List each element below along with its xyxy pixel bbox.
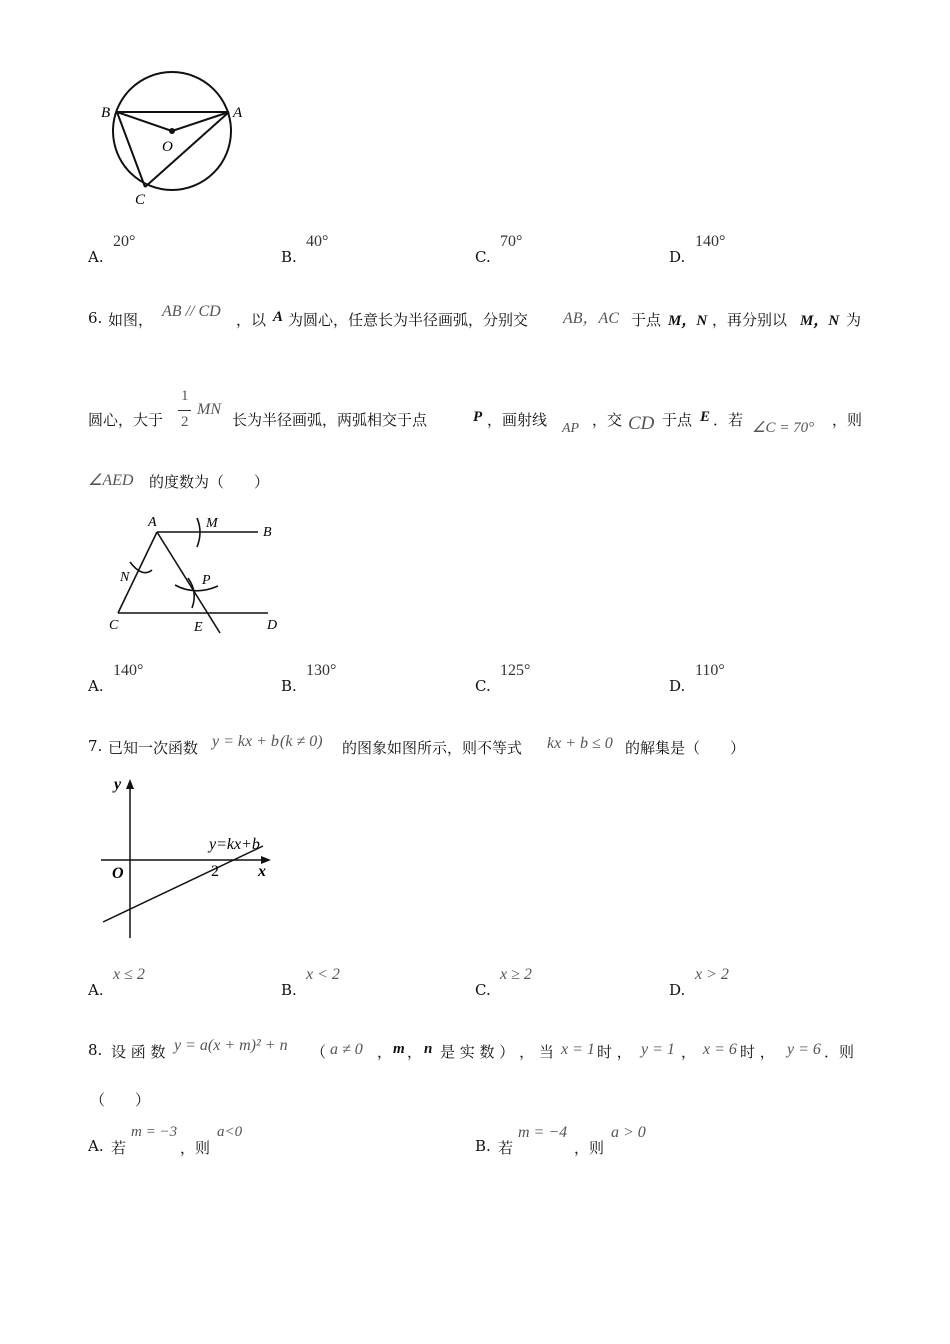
q8-t9: ．则: [824, 1043, 855, 1061]
label-m: M: [206, 516, 218, 531]
q6-option-c-letter[interactable]: C.: [475, 677, 491, 695]
q6-l3-t1: 的度数为（ ）: [149, 473, 270, 491]
q6-l2-t2: 长为半径画弧，两弧相交于点: [232, 411, 428, 429]
q6-l1-t4: 于点: [631, 311, 662, 329]
q6-option-a-letter[interactable]: A.: [88, 677, 104, 695]
q6-l1-ab-parallel-cd: AB // CD: [162, 303, 221, 320]
q8-option-a-m: m = −3: [131, 1124, 178, 1140]
q7-graph-figure: [95, 770, 285, 945]
q8-t1: 设 函 数: [111, 1043, 166, 1061]
label-origin: O: [112, 865, 124, 882]
q6-option-d-value: 110°: [695, 662, 725, 679]
label-line-eq: y=kx+b: [209, 836, 260, 853]
q6-l2-t7: ，则: [832, 411, 863, 429]
q8-option-a-letter[interactable]: A.: [88, 1137, 104, 1155]
q8-x-eq-6: x = 6: [703, 1041, 737, 1058]
q6-l1-t6: 为: [846, 311, 862, 329]
segment-bo: [117, 112, 172, 131]
y-axis-arrow: [126, 779, 134, 789]
q7-t1: 已知一次函数: [108, 739, 199, 757]
q5-circle-figure: [95, 60, 265, 210]
q7-option-c-letter[interactable]: C.: [475, 981, 491, 999]
q6-l2-frac-den: 2: [181, 414, 189, 430]
q6-option-b-letter[interactable]: B.: [281, 677, 297, 695]
q7-function: y = kx + b: [212, 733, 279, 750]
q6-construction-figure: [100, 510, 300, 640]
label-x: x: [258, 863, 266, 880]
q7-number: 7.: [88, 737, 103, 755]
label-o: O: [162, 139, 173, 155]
q6-l2-t4: ，交: [592, 411, 623, 429]
q6-option-a-value: 140°: [113, 662, 144, 679]
q7-option-a-value: x ≤ 2: [113, 966, 145, 983]
q5-option-d-value: 140°: [695, 233, 726, 250]
q6-l1-t5: ，再分别以: [712, 311, 788, 329]
q6-l2-frac-num: 1: [181, 388, 189, 404]
q8-t2: （: [311, 1043, 327, 1061]
q7-option-d-letter[interactable]: D.: [669, 981, 686, 999]
q8-option-a-cond: a<0: [217, 1124, 243, 1140]
q5-option-a-value: 20°: [113, 233, 136, 250]
q7-option-a-letter[interactable]: A.: [88, 981, 104, 999]
q7-condition: (k ≠ 0): [280, 733, 323, 750]
segment-ac: [145, 112, 229, 187]
q8-t3: ，: [377, 1043, 393, 1061]
q8-t5: 是 实 数 ） ， 当: [440, 1043, 554, 1061]
q7-option-b-letter[interactable]: B.: [281, 981, 297, 999]
label-b: B: [101, 105, 111, 121]
q6-l2-t1: 圆心，大于: [88, 411, 164, 429]
center-dot: [169, 128, 175, 134]
q8-t6: 时 ，: [597, 1043, 632, 1061]
label-c: C: [135, 192, 146, 208]
q6-option-c-value: 125°: [500, 662, 531, 679]
q7-option-c-value: x ≥ 2: [500, 966, 532, 983]
q7-t2: 的图象如图所示，则不等式: [342, 739, 523, 757]
arc-p1: [175, 585, 218, 591]
label-a: A: [148, 515, 157, 530]
label-b: B: [263, 525, 272, 540]
q6-l2-t3: ，画射线: [487, 411, 548, 429]
q8-n: n: [424, 1041, 433, 1057]
label-d: D: [267, 618, 278, 633]
q8-t4: ，: [407, 1043, 423, 1061]
q6-l1-t3: 为圆心，任意长为半径画弧，分别交: [288, 311, 529, 329]
label-e: E: [194, 620, 203, 635]
q5-option-c-value: 70°: [500, 233, 523, 250]
q6-l1-t2: ，以: [236, 311, 267, 329]
q5-option-a-letter[interactable]: A.: [88, 248, 104, 266]
q8-option-b-letter[interactable]: B.: [475, 1137, 491, 1155]
q6-option-b-value: 130°: [306, 662, 337, 679]
q8-option-b-t1: 若: [498, 1139, 514, 1157]
q8-t8: 时 ，: [740, 1043, 775, 1061]
q8-option-b-m: m = −4: [518, 1124, 568, 1141]
q8-option-b-cond: a > 0: [611, 1124, 646, 1141]
q5-option-b-value: 40°: [306, 233, 329, 250]
q6-l2-ap: AP: [562, 421, 580, 436]
q6-l1-t1: 如图，: [108, 311, 154, 329]
q6-l2-e: E: [700, 409, 711, 425]
q8-option-a-t2: ，则: [180, 1139, 211, 1157]
q6-l2-cd: CD: [628, 413, 655, 434]
q6-l2-mn: MN: [197, 401, 221, 418]
segment-bc: [117, 112, 145, 187]
label-c: C: [109, 618, 119, 633]
graph-line: [103, 846, 263, 922]
label-a: A: [233, 105, 243, 121]
q8-m: m: [393, 1041, 405, 1057]
q6-l2-t5: 于点: [662, 411, 693, 429]
q8-a-neq-0: a ≠ 0: [330, 1041, 363, 1058]
q6-l1-mn: M，N: [668, 313, 708, 329]
q6-l1-a: A: [273, 309, 284, 325]
q6-number: 6.: [88, 309, 103, 327]
q8-y-eq-6: y = 6: [787, 1041, 821, 1058]
q8-paren: （ ）: [90, 1091, 151, 1109]
q6-option-d-letter[interactable]: D.: [669, 677, 686, 695]
q6-l1-ab-ac: AB，AC: [563, 310, 619, 327]
q6-l2-angle-c: ∠C = 70°: [752, 420, 815, 436]
q8-x-eq-1: x = 1: [561, 1041, 595, 1058]
q8-t7: ，: [681, 1043, 697, 1061]
q6-l3-angle-aed: ∠AED: [88, 472, 134, 489]
q8-number: 8.: [88, 1041, 103, 1059]
label-n: N: [120, 570, 130, 585]
q5-option-d-letter[interactable]: D.: [669, 248, 686, 266]
q5-option-c-letter[interactable]: C.: [475, 248, 491, 266]
q6-l2-frac-bar: [178, 410, 191, 411]
q7-t3: 的解集是（ ）: [625, 739, 746, 757]
q8-option-b-t2: ，则: [574, 1139, 605, 1157]
label-two: 2: [211, 863, 219, 880]
q5-option-b-letter[interactable]: B.: [281, 248, 297, 266]
q6-l2-p: P: [473, 409, 483, 425]
q7-option-b-value: x < 2: [306, 966, 340, 983]
segment-ao: [172, 112, 229, 131]
q8-y-eq-1: y = 1: [641, 1041, 675, 1058]
q7-inequality: kx + b ≤ 0: [547, 735, 613, 752]
label-y: y: [114, 776, 122, 793]
q6-l2-t6: ．若: [713, 411, 744, 429]
q7-option-d-value: x > 2: [695, 966, 729, 983]
q6-l1-mn2: M，N: [800, 313, 840, 329]
q8-function: y = a(x + m)² + n: [174, 1037, 288, 1054]
q8-option-a-t1: 若: [111, 1139, 127, 1157]
label-p: P: [202, 573, 211, 588]
